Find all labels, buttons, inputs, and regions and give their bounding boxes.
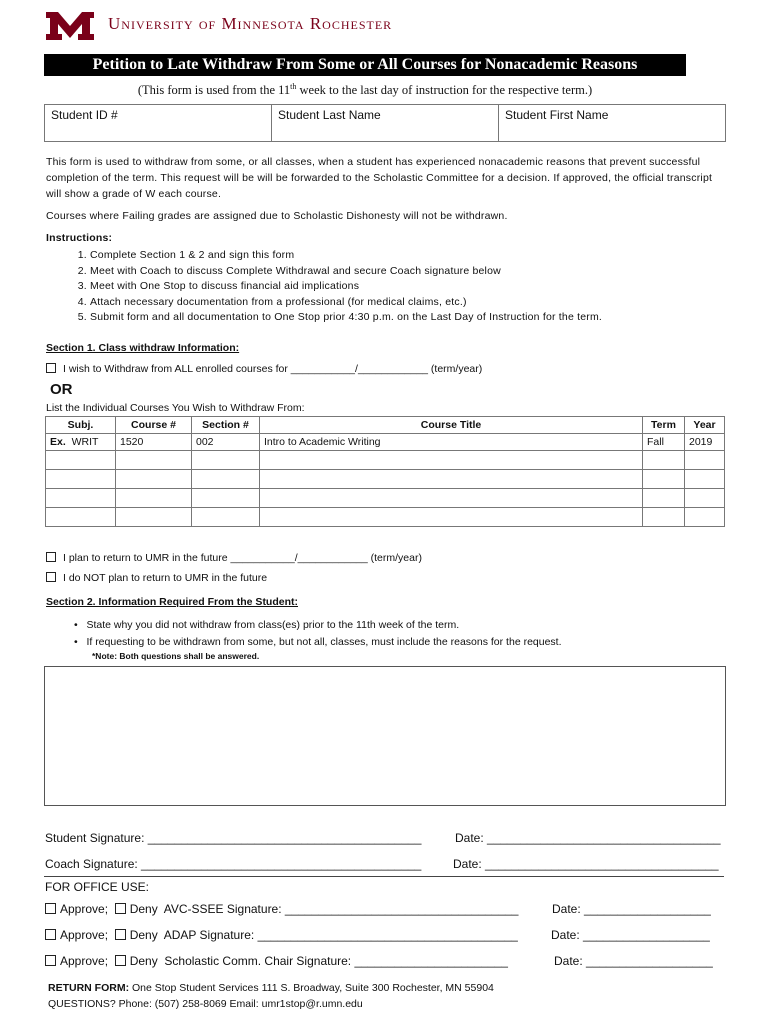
student-date-line[interactable]: Date: ___________________________________ xyxy=(455,831,721,845)
withdraw-all-checkbox[interactable] xyxy=(46,363,56,373)
instruction-item: 2. Meet with Coach to discuss Complete Withdrawal and secure Coach signature below xyxy=(90,264,726,280)
dishonesty-note: Courses where Failing grades are assigned due to Scholastic Dishonesty will not be withdrawn. xyxy=(46,210,508,222)
student-signature-line[interactable]: Student Signature: _________________________________________ xyxy=(45,831,422,845)
table-row[interactable] xyxy=(46,470,725,489)
office-row-avc: Approve; Deny AVC-SSEE Signature: ___________________________________ xyxy=(45,902,518,916)
student-id-field[interactable]: Student ID # xyxy=(45,105,272,141)
divider xyxy=(44,876,724,877)
example-row: Ex. WRIT 1520 002 Intro to Academic Writing Fall 2019 xyxy=(46,434,725,451)
return-plan-option: I plan to return to UMR in the future ___________/____________ (term/year) xyxy=(46,552,422,564)
approve-checkbox[interactable] xyxy=(45,929,56,940)
deny-checkbox[interactable] xyxy=(115,903,126,914)
instructions-list xyxy=(46,248,726,326)
course-list-label: List the Individual Courses You Wish to Withdraw From: xyxy=(46,402,305,414)
student-info-box xyxy=(44,104,726,142)
chair-date-line[interactable]: Date: ___________________ xyxy=(554,954,713,968)
student-first-name-field[interactable]: Student First Name xyxy=(505,108,609,122)
instruction-item: 4. Attach necessary documentation from a professional (for medical claims, etc.) xyxy=(90,295,726,311)
withdraw-all-option: I wish to Withdraw from ALL enrolled courses for ___________/____________ (term/year) xyxy=(46,363,482,375)
office-row-chair: Approve; Deny Scholastic Comm. Chair Signature: _______________________ xyxy=(45,954,508,968)
or-divider: OR xyxy=(50,381,73,398)
table-row[interactable] xyxy=(46,489,725,508)
instruction-item: 1. Complete Section 1 & 2 and sign this form xyxy=(90,248,726,264)
university-name: University of Minnesota Rochester xyxy=(108,14,393,33)
section2-bullets xyxy=(74,617,562,651)
avc-signature-line[interactable]: AVC-SSEE Signature: ___________________________________ xyxy=(163,902,519,916)
page-title: Petition to Late Withdraw From Some or All Courses for Nonacademic Reasons xyxy=(44,54,686,76)
questions-contact: QUESTIONS? Phone: (507) 258-8069 Email: umr1stop@r.umn.edu xyxy=(48,998,363,1010)
subtitle: (This form is used from the 11th week to the last day of instruction for the respective term.) xyxy=(137,82,593,98)
column-header: Subj. xyxy=(46,417,116,434)
column-header: Course Title xyxy=(260,417,643,434)
no-return-option: I do NOT plan to return to UMR in the future xyxy=(46,572,267,584)
chair-signature-line[interactable]: Scholastic Comm. Chair Signature: _______________________ xyxy=(164,954,508,968)
table-row[interactable] xyxy=(46,508,725,527)
coach-date-line[interactable]: Date: ___________________________________ xyxy=(453,857,719,871)
avc-date-line[interactable]: Date: ___________________ xyxy=(552,902,711,916)
deny-checkbox[interactable] xyxy=(115,955,126,966)
adap-date-line[interactable]: Date: ___________________ xyxy=(551,928,710,942)
column-header: Course # xyxy=(116,417,192,434)
student-last-name-field[interactable]: Student Last Name xyxy=(272,105,499,141)
deny-checkbox[interactable] xyxy=(115,929,126,940)
course-table xyxy=(45,416,725,527)
umn-logo xyxy=(44,10,96,42)
table-header-row xyxy=(46,417,725,434)
section2-heading: Section 2. Information Required From the Student: xyxy=(46,596,299,608)
return-plan-checkbox[interactable] xyxy=(46,552,56,562)
coach-signature-line[interactable]: Coach Signature: __________________________________________ xyxy=(45,857,422,871)
note-text: *Note: Both questions shall be answered. xyxy=(92,651,260,661)
column-header: Term xyxy=(643,417,685,434)
list-item: • If requesting to be withdrawn from some, but not all, classes, must include the reasons for the request. xyxy=(74,636,562,648)
intro-paragraph: This form is used to withdraw from some, or all classes, when a student has experienced nonacademic reasons that prevent successful completion of the term. This request will be will be forwarded to the Scholastic Committee for a decision. If approved, the official transcript will show a grade of W each course. xyxy=(46,156,713,200)
return-form-info: RETURN FORM: One Stop Student Services 111 S. Broadway, Suite 300 Rochester, MN 55904 xyxy=(48,982,494,994)
instruction-item: 3. Meet with One Stop to discuss financial aid implications xyxy=(90,279,726,295)
no-return-checkbox[interactable] xyxy=(46,572,56,582)
instruction-item: 5. Submit form and all documentation to One Stop prior 4:30 p.m. on the Last Day of Instruction for the term. xyxy=(90,310,726,326)
response-textarea[interactable] xyxy=(44,666,726,806)
adap-signature-line[interactable]: ADAP Signature: _______________________________________ xyxy=(163,928,518,942)
section1-heading: Section 1. Class withdraw Information: xyxy=(46,342,240,354)
approve-checkbox[interactable] xyxy=(45,903,56,914)
table-row[interactable] xyxy=(46,451,725,470)
office-use-heading: FOR OFFICE USE: xyxy=(45,880,150,894)
column-header: Year xyxy=(685,417,725,434)
column-header: Section # xyxy=(192,417,260,434)
instructions-heading: Instructions: xyxy=(46,232,113,244)
approve-checkbox[interactable] xyxy=(45,955,56,966)
office-row-adap: Approve; Deny ADAP Signature: _______________________________________ xyxy=(45,928,518,942)
list-item: • State why you did not withdraw from class(es) prior to the 11th week of the term. xyxy=(74,619,460,631)
